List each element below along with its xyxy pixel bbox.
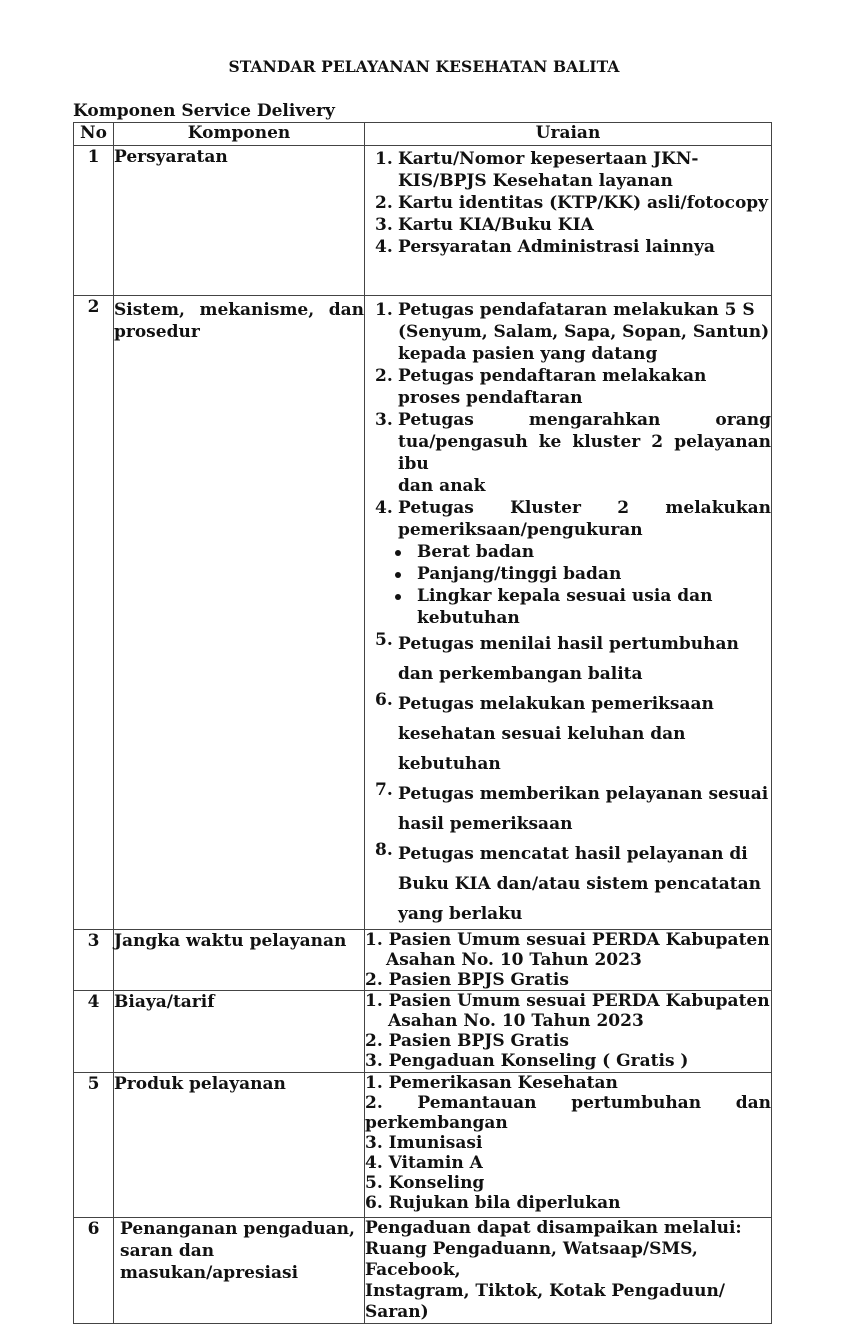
- list-item: 1. Petugas pendafataran melakukan 5 S (Senyum, Salam, Sapa, Sopan, Santun) kepada pasien yang datang: [375, 300, 770, 364]
- text-line: Pengaduan dapat disampaikan melalui:: [365, 1218, 742, 1238]
- row-uraian: [365, 1073, 772, 1218]
- row-uraian: [365, 930, 772, 991]
- komponen-line: masukan/apresiasi: [120, 1263, 299, 1283]
- komponen-line: prosedur: [114, 322, 200, 342]
- page-title: STANDAR PELAYANAN KESEHATAN BALITA: [228, 57, 620, 76]
- table-row: [74, 146, 772, 296]
- row-number: 5: [74, 1073, 114, 1218]
- list-item: 6. Rujukan bila diperlukan: [365, 1193, 621, 1213]
- list-item: 4. Persyaratan Administrasi lainnya: [375, 237, 715, 257]
- list-item: perkembangan: [365, 1113, 508, 1133]
- list-item: 4. Petugas Kluster 2 melakukan pemeriksaan/pengukuran Berat badan Panjang/tinggi badan Lingkar kepala sesuai usia dan kebutuhan: [365, 497, 771, 629]
- row-komponen: Produk pelayanan: [114, 1073, 365, 1218]
- row-komponen: [114, 296, 365, 930]
- row-uraian: [365, 146, 772, 296]
- section-title: Komponen Service Delivery: [73, 101, 335, 121]
- list-item: 7. Petugas memberikan pelayanan sesuai hasil pemeriksaan: [375, 780, 769, 834]
- text-line: Ruang Pengaduann, Watsaap/SMS, Facebook,: [365, 1239, 698, 1280]
- row-uraian: [365, 991, 772, 1073]
- row-number: 4: [74, 991, 114, 1073]
- list-item: 3. Pengaduan Konseling ( Gratis ): [365, 1051, 689, 1071]
- service-delivery-table: [73, 122, 772, 1324]
- komponen-line: Sistem, mekanisme, dan: [114, 300, 364, 320]
- list-item: 5. Petugas menilai hasil pertumbuhan dan perkembangan balita: [375, 630, 739, 684]
- header-no: No: [74, 123, 114, 146]
- list-item: 6. Petugas melakukan pemeriksaan kesehatan sesuai keluhan dan kebutuhan: [375, 690, 714, 774]
- list-item: 1. Pasien Umum sesuai PERDA Kabupaten Asahan No. 10 Tahun 2023: [365, 991, 770, 1031]
- row-number: 1: [74, 146, 114, 296]
- table-row: [74, 296, 772, 930]
- table-header-row: [74, 123, 772, 146]
- header-komponen: Komponen: [114, 123, 365, 146]
- row-uraian: [365, 1218, 772, 1324]
- list-item: 5. Konseling: [365, 1173, 485, 1193]
- row-number: 3: [74, 930, 114, 991]
- bullet-item: Panjang/tinggi badan: [365, 563, 771, 585]
- list-item: 2. Pemantauan pertumbuhan dan: [365, 1093, 771, 1113]
- row-uraian: [365, 296, 772, 930]
- komponen-line: saran dan: [120, 1241, 215, 1261]
- list-item: 2. Pasien BPJS Gratis: [365, 970, 569, 990]
- row-number: 2: [74, 296, 114, 930]
- list-item: 3. Kartu KIA/Buku KIA: [375, 215, 594, 235]
- list-item: 2. Kartu identitas (KTP/KK) asli/fotocopy: [375, 193, 769, 213]
- list-item: 1. Kartu/Nomor kepesertaan JKN-KIS/BPJS Kesehatan layanan: [375, 149, 699, 191]
- header-uraian: Uraian: [365, 123, 772, 146]
- text-line: Instagram, Tiktok, Kotak Pengaduun/ Saran): [365, 1281, 726, 1322]
- list-item: 1. Pasien Umum sesuai PERDA Kabupaten Asahan No. 10 Tahun 2023: [365, 930, 770, 970]
- row-komponen: Persyaratan: [114, 146, 365, 296]
- row-komponen: Jangka waktu pelayanan: [114, 930, 365, 991]
- list-item: 2. Pasien BPJS Gratis: [365, 1031, 569, 1051]
- bullet-item: Berat badan: [365, 541, 771, 563]
- table-row: [74, 991, 772, 1073]
- list-item: 3. Petugas mengarahkan orang tua/pengasuh ke kluster 2 pelayanan ibu dan anak: [375, 410, 771, 496]
- list-item: 4. Vitamin A: [365, 1153, 483, 1173]
- row-number: 6: [74, 1218, 114, 1324]
- list-item: 2. Petugas pendaftaran melakakan proses pendaftaran: [375, 366, 707, 408]
- table-row: [74, 930, 772, 991]
- row-komponen: [114, 1218, 365, 1324]
- table-row: [74, 1218, 772, 1324]
- komponen-line: Penanganan pengaduan,: [120, 1219, 355, 1239]
- list-item: 1. Pemerikasan Kesehatan: [365, 1073, 618, 1093]
- list-item: 3. Imunisasi: [365, 1133, 483, 1153]
- table-row: [74, 1073, 772, 1218]
- bullet-item: Lingkar kepala sesuai usia dan kebutuhan: [365, 585, 771, 629]
- list-item: 8. Petugas mencatat hasil pelayanan di Buku KIA dan/atau sistem pencatatan yang berlaku: [375, 840, 761, 924]
- row-komponen: Biaya/tarif: [114, 991, 365, 1073]
